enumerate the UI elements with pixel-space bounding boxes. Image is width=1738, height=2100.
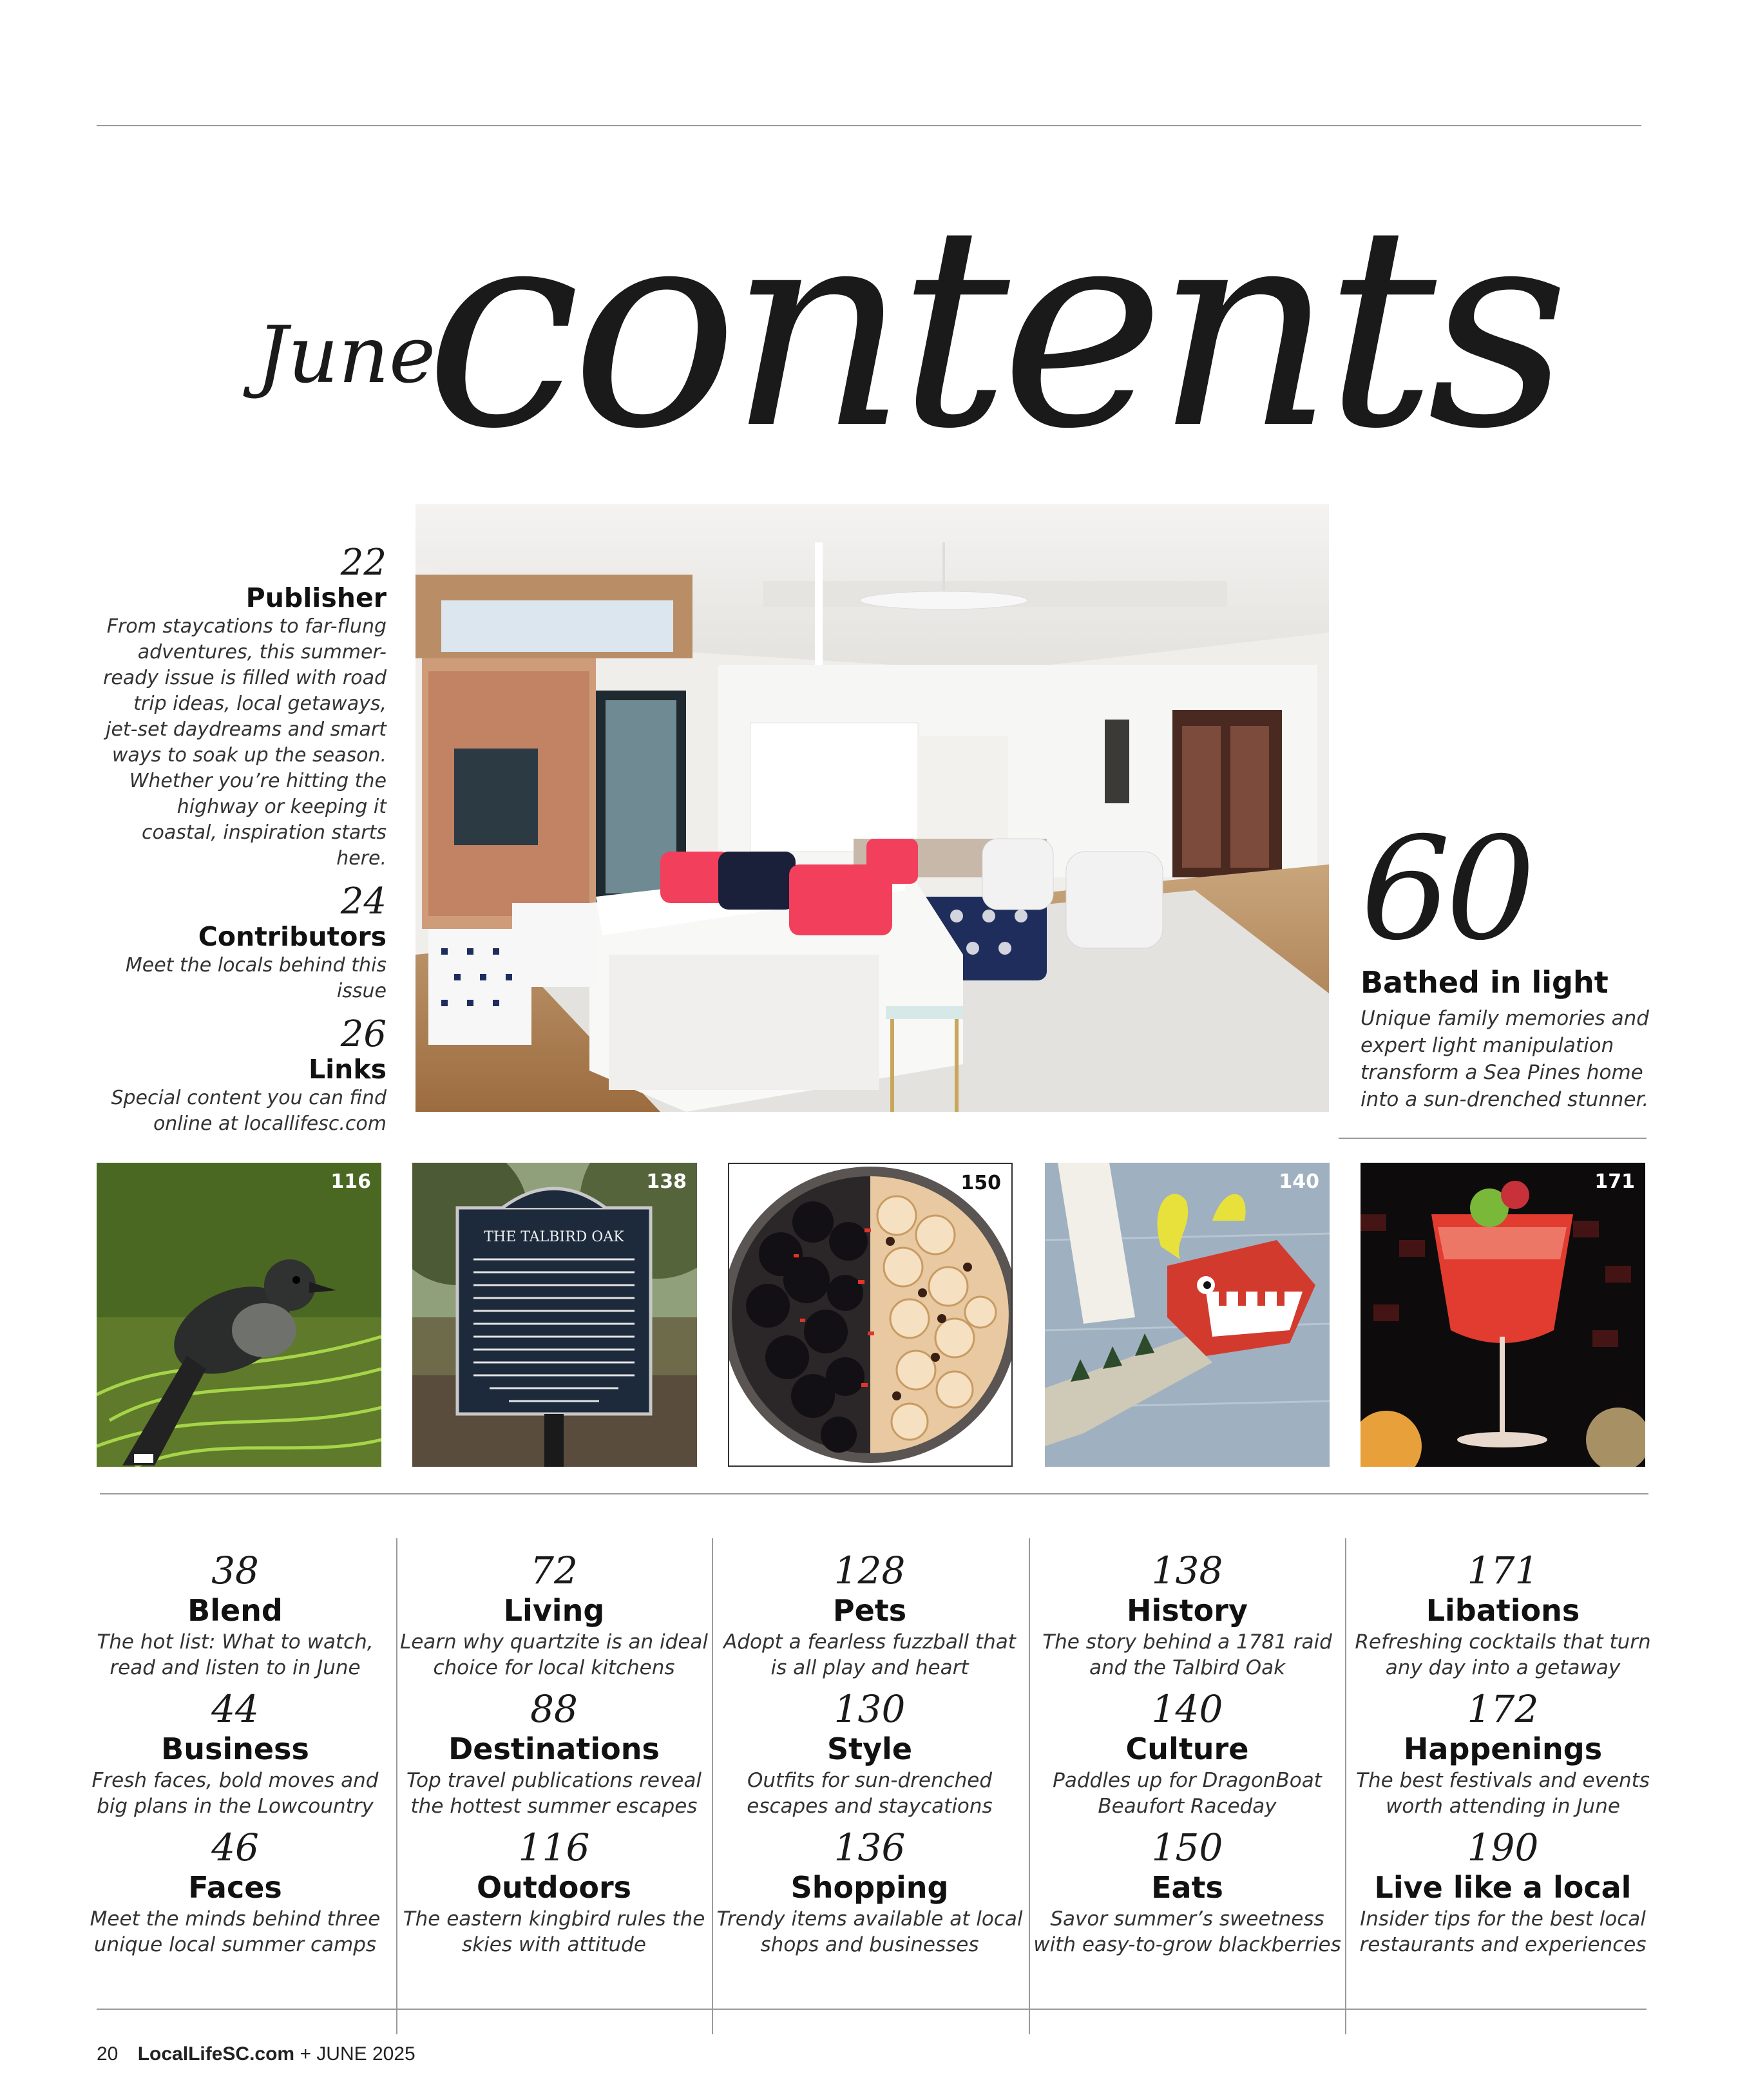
contents-column-2: [399, 1549, 709, 1965]
section-description: Meet the minds behind three unique local summer camps: [90, 1907, 381, 1956]
page-number: 24: [340, 880, 387, 922]
column-divider: [1029, 1538, 1030, 2034]
section-title: Contributors: [198, 921, 387, 952]
section-title: Faces: [188, 1870, 282, 1905]
marker-title: THE TALBIRD OAK: [484, 1229, 624, 1245]
issue-month: June: [256, 309, 436, 401]
page-footer: [97, 2043, 415, 2065]
contents-column-1: [81, 1549, 390, 1965]
page-number: 38: [211, 1549, 259, 1592]
dragon-boat-photo: [1045, 1163, 1330, 1467]
section-description: Paddles up for DragonBoat Beaufort Raceday: [1053, 1769, 1322, 1818]
section-description: Savor summer’s sweetness with easy-to-grow blackberries: [1033, 1907, 1341, 1956]
page-number: 172: [1467, 1687, 1539, 1731]
contents-entry-happenings[interactable]: [1348, 1688, 1657, 1826]
page-number: 88: [530, 1687, 578, 1731]
section-title: Business: [161, 1732, 309, 1766]
page-title: contents: [425, 167, 1561, 490]
section-title: Happenings: [1403, 1732, 1603, 1766]
section-description: Trendy items available at local shops and businesses: [716, 1907, 1023, 1956]
page-number: 130: [834, 1687, 906, 1731]
section-description: Outfits for sun-drenched escapes and staycations: [747, 1769, 993, 1818]
page-number: 128: [834, 1549, 906, 1592]
section-description: Unique family memories and expert light manipulation transform a Sea Pines home into a sun-drenched stunner.: [1361, 1007, 1649, 1111]
section-title: History: [1127, 1593, 1248, 1628]
feature-entry-contributors[interactable]: [97, 880, 387, 1004]
middle-rule: [1339, 1138, 1647, 1139]
kingbird-photo: [97, 1163, 381, 1467]
section-title: Bathed in light: [1361, 965, 1609, 1000]
contents-column-5: [1348, 1549, 1657, 1965]
section-description: The eastern kingbird rules the skies with attitude: [403, 1907, 705, 1956]
contents-entry-faces[interactable]: [81, 1826, 390, 1965]
contents-entry-culture[interactable]: [1033, 1688, 1342, 1826]
contents-entry-shopping[interactable]: [715, 1826, 1024, 1965]
thumbnail-blackberries[interactable]: [728, 1163, 1013, 1467]
section-title: Eats: [1151, 1870, 1223, 1905]
section-description: The best festivals and events worth attending in June: [1356, 1769, 1650, 1818]
section-title: Outdoors: [476, 1870, 632, 1905]
section-description: From staycations to far-flung adventures, this summer-ready issue is filled with road trip ideas, local getaways, jet-set daydreams and smart ways to soak up the season. Whether you’re hitting the highway or keeping it coastal, inspiration starts here.: [103, 615, 387, 870]
section-description: Refreshing cocktails that turn any day into a getaway: [1355, 1630, 1651, 1679]
section-description: Special content you can find online at locallifesc.com: [111, 1086, 387, 1135]
page-number: 150: [1151, 1826, 1223, 1869]
blackberry-bowl-photo: [729, 1164, 1011, 1465]
thumbnail-dragon-boat[interactable]: [1045, 1163, 1330, 1467]
section-title: Publisher: [245, 582, 387, 613]
bottom-rule: [97, 2009, 1647, 2010]
section-title: Style: [826, 1732, 913, 1766]
thumbnail-kingbird[interactable]: [97, 1163, 381, 1467]
thumbnail-page-number: 140: [1279, 1170, 1319, 1193]
contents-entry-blend[interactable]: [81, 1549, 390, 1688]
page-number: 116: [518, 1826, 590, 1869]
section-title: Live like a local: [1374, 1870, 1632, 1905]
footer-site-link[interactable]: LocalLifeSC.com: [137, 2043, 295, 2065]
feature-entry-publisher[interactable]: [97, 544, 387, 872]
top-rule: [97, 125, 1641, 126]
section-description: The hot list: What to watch, read and listen to in June: [97, 1630, 374, 1679]
left-feature-list: [97, 544, 387, 1149]
contents-entry-style[interactable]: [715, 1688, 1024, 1826]
section-title: Libations: [1426, 1593, 1580, 1628]
contents-entry-pets[interactable]: [715, 1549, 1024, 1688]
thumbnail-page-number: 171: [1594, 1170, 1635, 1193]
page-number: 136: [834, 1826, 906, 1869]
contents-entry-business[interactable]: [81, 1688, 390, 1826]
grid-top-rule: [100, 1493, 1648, 1494]
page-number: 22: [340, 542, 387, 584]
page-number: 46: [211, 1826, 259, 1869]
section-title: Shopping: [790, 1870, 949, 1905]
section-description: Adopt a fearless fuzzball that is all play and heart: [723, 1630, 1016, 1679]
footer-issue: + JUNE 2025: [300, 2043, 415, 2065]
contents-entry-live-like-a-local[interactable]: [1348, 1826, 1657, 1965]
section-title: Pets: [832, 1593, 907, 1628]
footer-page-number: 20: [97, 2043, 119, 2065]
contents-entry-living[interactable]: [399, 1549, 709, 1688]
page-number: 44: [211, 1687, 259, 1731]
section-description: Insider tips for the best local restaurants and experiences: [1359, 1907, 1647, 1956]
contents-entry-outdoors[interactable]: [399, 1826, 709, 1965]
contents-entry-libations[interactable]: [1348, 1549, 1657, 1688]
page-number: 171: [1467, 1549, 1539, 1592]
column-divider: [1345, 1538, 1346, 2034]
hero-living-room-photo[interactable]: [415, 504, 1329, 1112]
page-number: 72: [530, 1549, 578, 1592]
section-description: Learn why quartzite is an ideal choice for local kitchens: [399, 1630, 709, 1679]
section-title: Destinations: [448, 1732, 660, 1766]
page-number: 190: [1467, 1826, 1539, 1869]
section-title: Blend: [187, 1593, 283, 1628]
living-room-illustration: [415, 504, 1329, 1112]
section-title: Links: [308, 1053, 387, 1085]
section-title: Living: [503, 1593, 605, 1628]
feature-entry-bathed-in-light[interactable]: [1361, 807, 1663, 1113]
talbird-oak-marker-photo: [412, 1163, 697, 1467]
contents-entry-history[interactable]: [1033, 1549, 1342, 1688]
contents-entry-destinations[interactable]: [399, 1688, 709, 1826]
section-description: The story behind a 1781 raid and the Talbird Oak: [1042, 1630, 1332, 1679]
feature-entry-links[interactable]: [97, 1013, 387, 1137]
section-description: Top travel publications reveal the hottest summer escapes: [406, 1769, 702, 1818]
page-number: 138: [1151, 1549, 1223, 1592]
column-divider: [712, 1538, 713, 2034]
contents-column-4: [1033, 1549, 1342, 1965]
section-description: Fresh faces, bold moves and big plans in the Lowcountry: [91, 1769, 379, 1818]
column-divider: [396, 1538, 397, 2034]
section-description: Meet the locals behind this issue: [125, 953, 387, 1002]
cocktail-photo: [1361, 1163, 1645, 1467]
page-number: 60: [1361, 807, 1531, 971]
contents-column-3: [715, 1549, 1024, 1965]
page-number: 140: [1151, 1687, 1223, 1731]
contents-entry-eats[interactable]: [1033, 1826, 1342, 1965]
thumbnail-page-number: 150: [960, 1172, 1001, 1194]
page-number: 26: [340, 1013, 387, 1055]
thumbnail-talbird-oak[interactable]: [412, 1163, 697, 1467]
section-title: Culture: [1125, 1732, 1249, 1766]
thumbnail-page-number: 138: [646, 1170, 687, 1193]
thumbnail-cocktail[interactable]: [1361, 1163, 1645, 1467]
thumbnail-page-number: 116: [330, 1170, 371, 1193]
